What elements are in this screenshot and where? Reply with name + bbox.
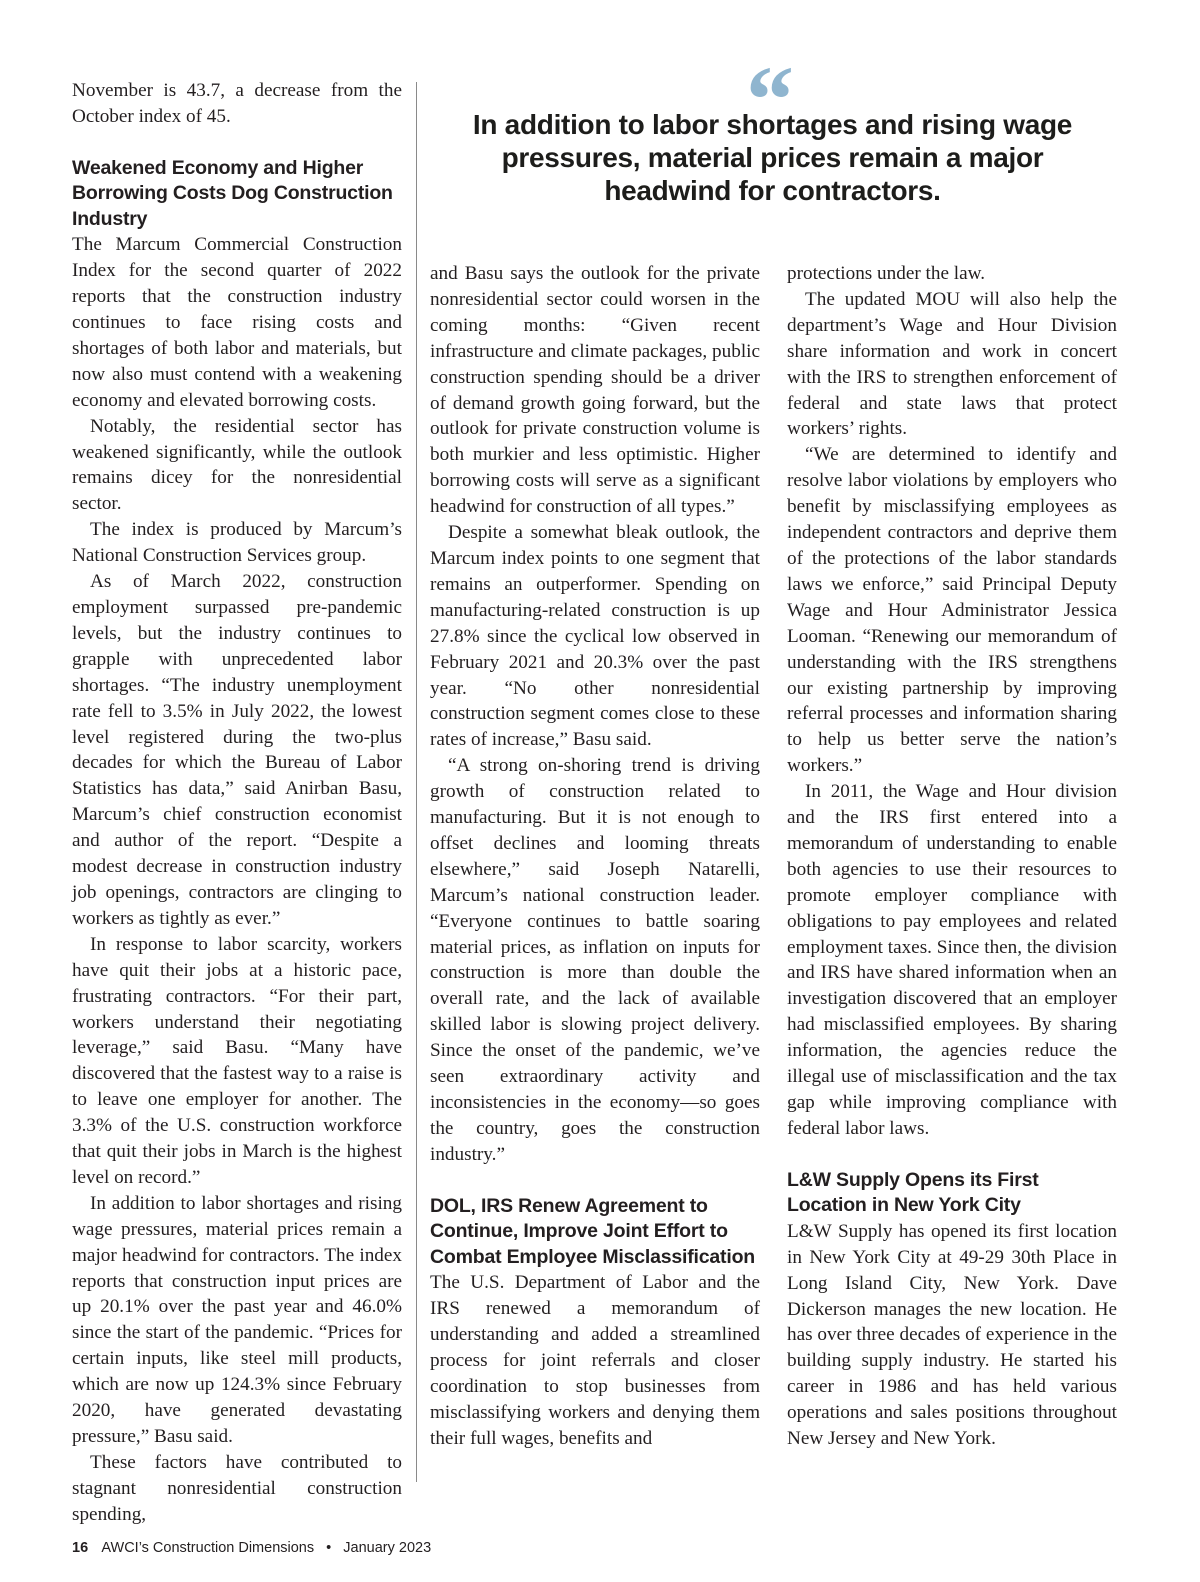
body-paragraph: protections under the law.	[787, 263, 986, 284]
article-column-2	[430, 261, 760, 1452]
body-paragraph: “A strong on-shoring trend is driving growth of construction related to manufacturing. But it is not enough to offset declines and looming threats elsewhere,” said Joseph Natarelli, Marcum’s national construction leader. “Everyone continues to battle soaring material prices, as inflation on inputs for construction is more than double the overall rate, and the lack of available skilled labor is slowing project delivery. Since the onset of the pandemic, we’ve seen extraordinary activity and inconsistencies in the economy—so goes the country, goes the construction industry.”	[430, 755, 760, 1165]
publication-name: AWCI’s Construction Dimensions	[101, 1540, 315, 1556]
body-paragraph: These factors have contributed to stagnant nonresidential construction spending,	[72, 1451, 402, 1525]
body-paragraph: The index is produced by Marcum’s National Construction Services group.	[72, 519, 402, 567]
page-number: 16	[72, 1540, 89, 1556]
body-paragraph: L&W Supply has opened its first location in New York City at 49-29 30th Place in Long Island City, New York. Dave Dickerson manages the new location. He has over three decades of experience in the building supply industry. He started his career in 1986 and has held various operations and sales positions throughout New Jersey and New York.	[787, 1220, 1117, 1450]
column-divider	[416, 82, 417, 1482]
quote-mark-icon: “	[746, 46, 794, 153]
section-heading-dol-irs: DOL, IRS Renew Agreement to Continue, Improve Joint Effort to Combat Employee Misclassification	[430, 1194, 755, 1268]
section-heading-lw-supply: L&W Supply Opens its First Location in New York City	[787, 1168, 1039, 1217]
body-paragraph: As of March 2022, construction employment surpassed pre-pandemic levels, but the industry continues to grapple with unprecedented labor shortages. “The industry unemployment rate fell to 3.5% in July 2022, the lowest level registered during the two-plus decades for which the Bureau of Labor Statistics has data,” said Anirban Basu, Marcum’s chief construction economist and author of the report. “Despite a modest decrease in construction industry job openings, contractors are clinging to workers as tightly as ever.”	[72, 571, 402, 929]
issue-date: January 2023	[343, 1540, 432, 1556]
section-heading-economy: Weakened Economy and Higher Borrowing Costs Dog Construction Industry	[72, 156, 393, 230]
body-paragraph: In 2011, the Wage and Hour division and the IRS first entered into a memorandum of understanding to enable both agencies to use their resources to promote employer compliance with obligations to pay employees and related employment taxes. Since then, the division and IRS have shared information when an investigation discovered that an employer had misclassified employees. By sharing information, the agencies reduce the illegal use of misclassification and the tax gap while improving compliance with federal labor laws.	[787, 781, 1117, 1139]
body-paragraph: In response to labor scarcity, workers have quit their jobs at a historic pace, frustrating contractors. “For their part, workers understand their negotiating leverage,” said Basu. “Many have discovered that the fastest way to a raise is to leave one employer for another. The 3.3% of the U.S. construction workforce that quit their jobs in March is the highest level on record.”	[72, 933, 402, 1188]
body-paragraph: Notably, the residential sector has weakened significantly, while the outlook remains dicey for the nonresidential sector.	[72, 415, 402, 515]
footer-separator: •	[326, 1540, 332, 1556]
article-column-1	[72, 78, 402, 1528]
page-footer	[72, 1540, 431, 1556]
body-paragraph: The U.S. Department of Labor and the IRS renewed a memorandum of understanding and added a streamlined process for joint referrals and closer coordination to stop businesses from misclassifying workers and denying them their full wages, benefits and	[430, 1272, 760, 1449]
pull-quote: In addition to labor shortages and rising wage pressures, material prices remain a major headwind for contractors.	[472, 109, 1073, 206]
body-paragraph: The Marcum Commercial Construction Index for the second quarter of 2022 reports that the construction industry continues to face rising costs and shortages of both labor and materials, but now also must contend with a weakening economy and elevated borrowing costs.	[72, 234, 402, 411]
intro-paragraph: November is 43.7, a decrease from the October index of 45.	[72, 80, 402, 127]
article-column-3	[787, 261, 1117, 1452]
body-paragraph: In addition to labor shortages and rising wage pressures, material prices remain a major headwind for contractors. The index reports that construction input prices are up 20.1% over the past year and 46.0% since the start of the pandemic. “Prices for certain inputs, like steel mill products, which are now up 124.3% since February 2020, have generated devastating pressure,” Basu said.	[72, 1192, 402, 1447]
body-paragraph: and Basu says the outlook for the private nonresidential sector could worsen in the coming months: “Given recent infrastructure and climate packages, public construction spending should be a driver of demand growth going forward, but the outlook for private construction volume is both murkier and less optimistic. Higher borrowing costs will serve as a significant headwind for construction of all types.”	[430, 263, 760, 518]
body-paragraph: The updated MOU will also help the department’s Wage and Hour Division share information and work in concert with the IRS to strengthen enforcement of federal and state laws that protect workers’ rights.	[787, 288, 1117, 440]
body-paragraph: Despite a somewhat bleak outlook, the Marcum index points to one segment that remains an outperformer. Spending on manufacturing-related construction is up 27.8% since the cyclical low observed in February 2021 and 20.3% over the past year. “No other nonresidential construction segment comes close to these rates of increase,” Basu said.	[430, 522, 760, 751]
body-paragraph: “We are determined to identify and resolve labor violations by employers who benefit by misclassifying employees as independent contractors and deprive them of the protections of the labor standards laws we enforce,” said Principal Deputy Wage and Hour Administrator Jessica Looman. “Renewing our memorandum of understanding with the IRS strengthens our existing partnership by improving referral processes and information sharing to help us better serve the nation’s workers.”	[787, 444, 1117, 777]
